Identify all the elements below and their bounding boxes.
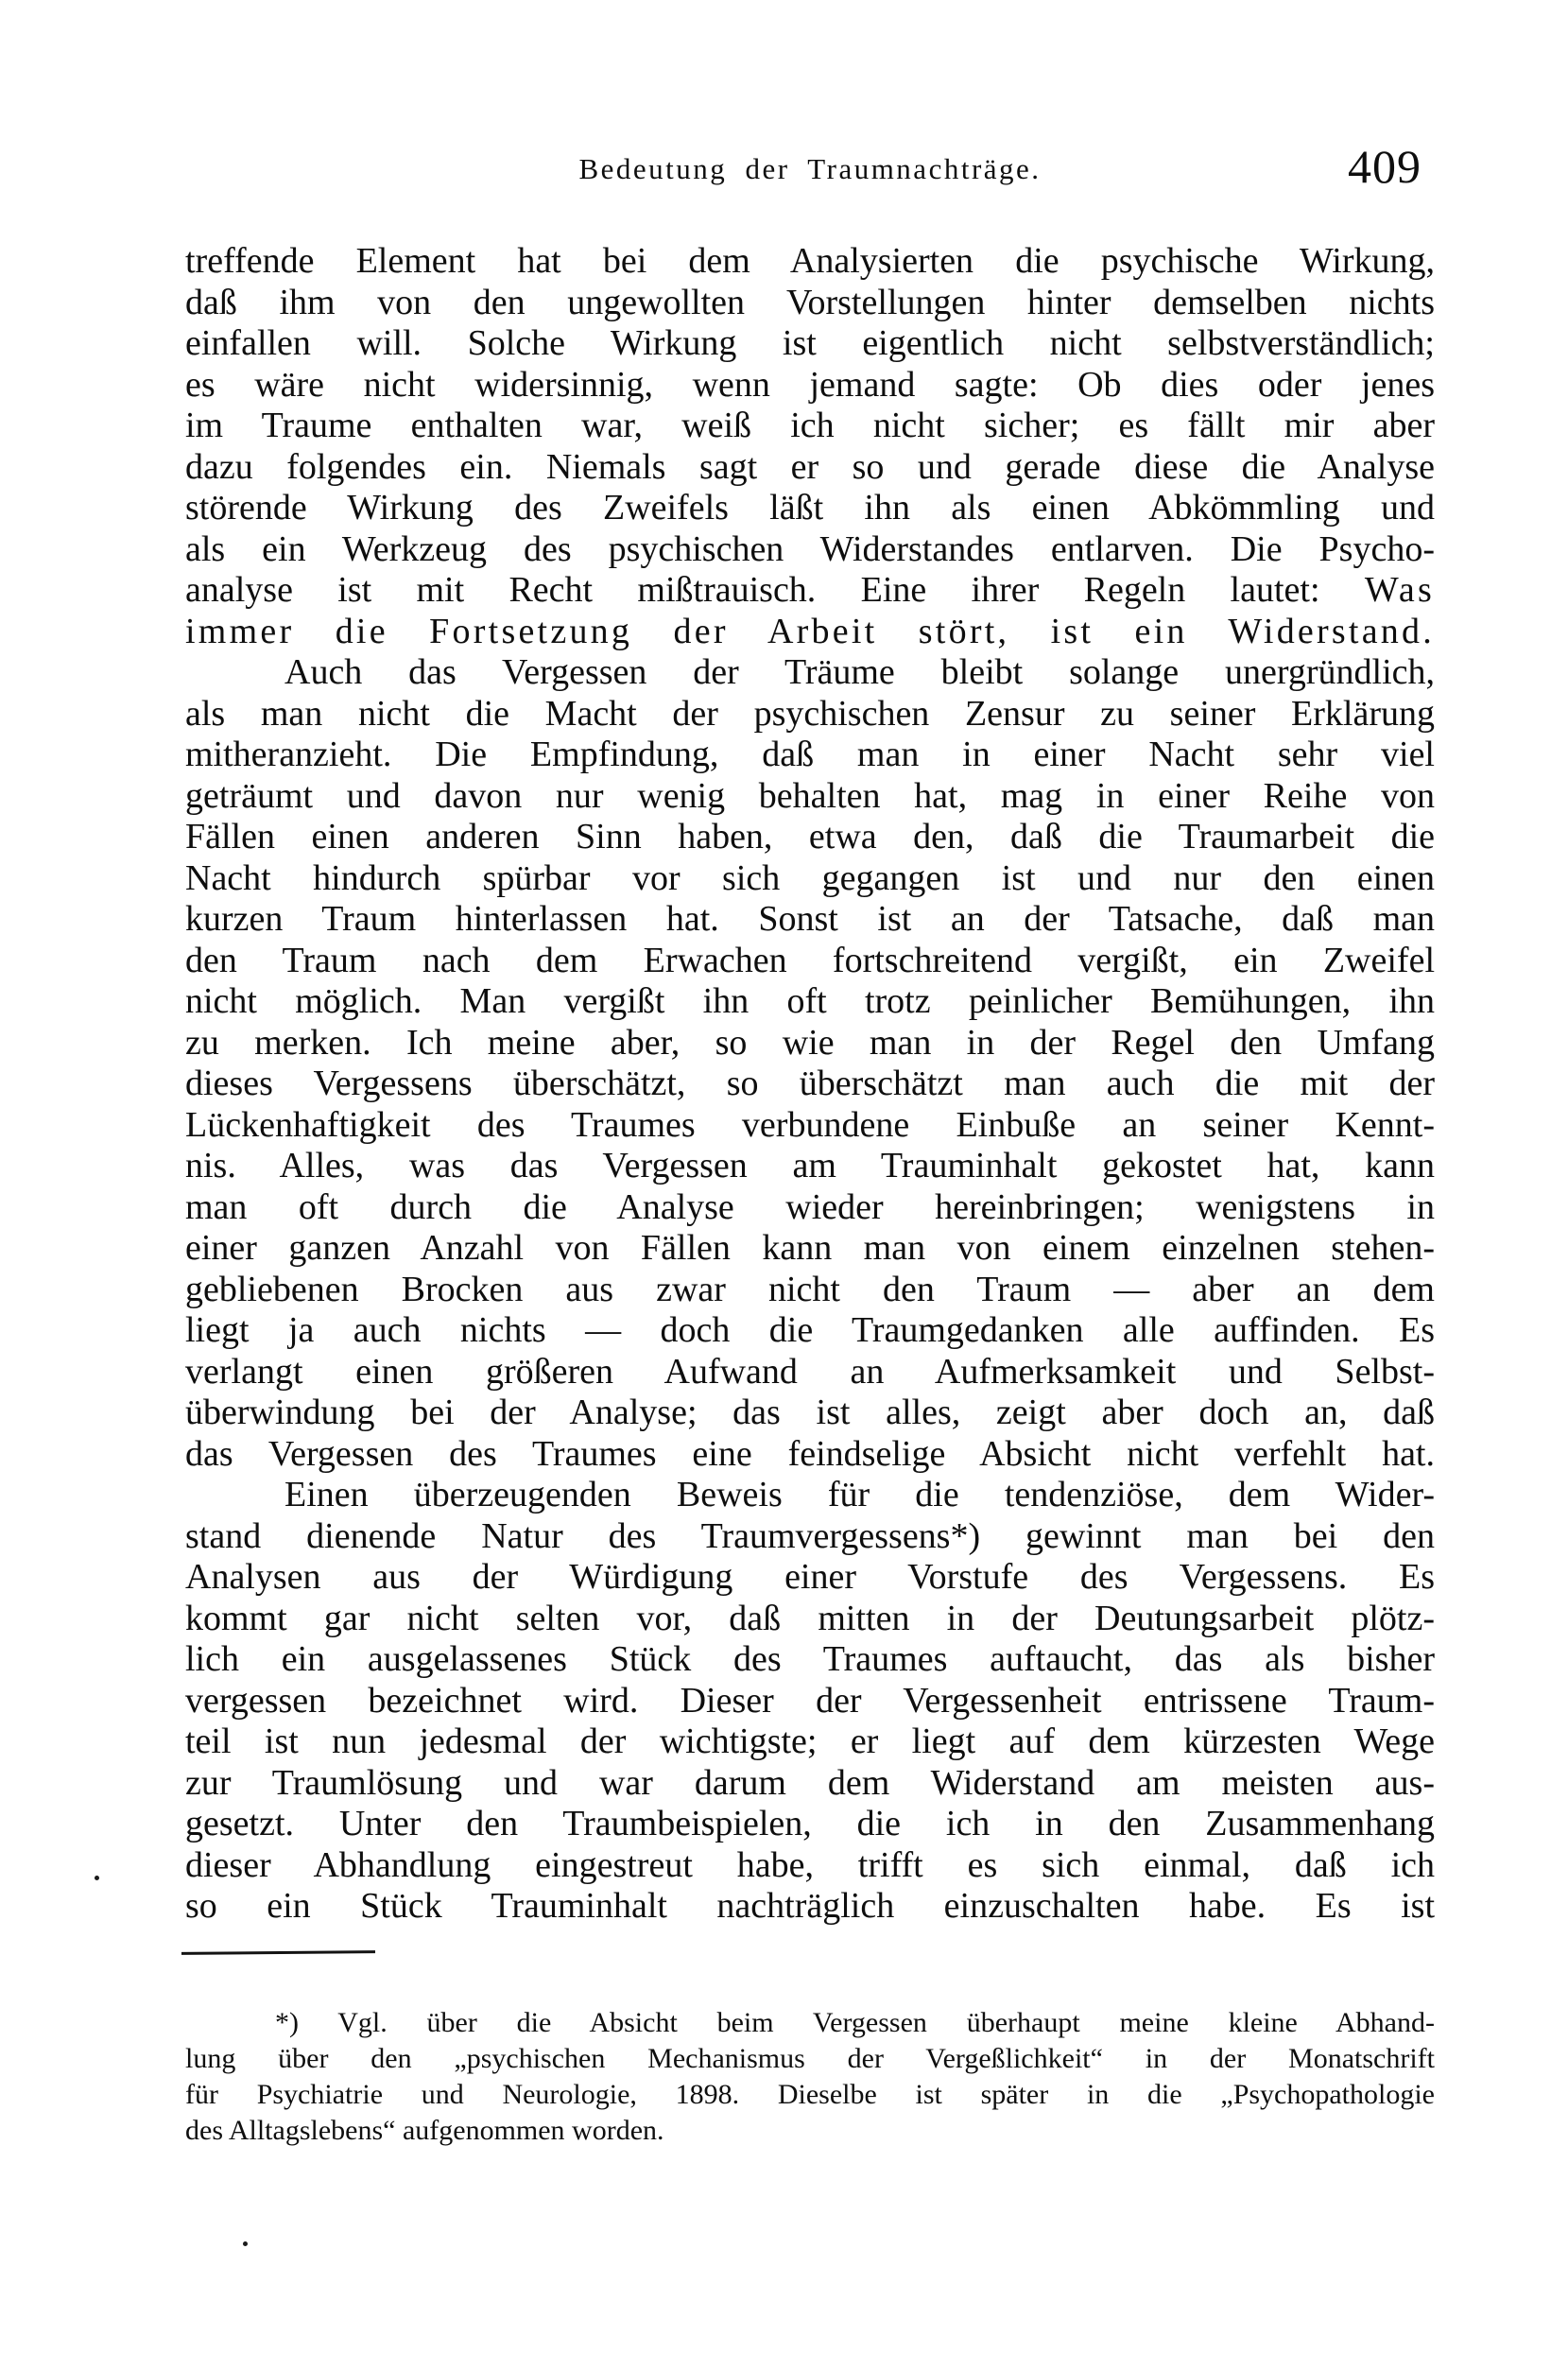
text-segment: des Alltagslebens“ aufgenommen worden. xyxy=(185,2115,664,2146)
footnote xyxy=(185,2005,1435,2149)
text-line xyxy=(185,735,1435,776)
text-segment: als ein Werkzeug des psychischen Widerstandes entlarven. Die Psycho- xyxy=(185,528,1435,569)
text-segment: *) Vgl. über die Absicht beim Vergessen überhaupt meine kleine Abhand- xyxy=(275,2007,1435,2038)
text-segment: kurzen Traum hinterlassen hat. Sonst ist an der Tatsache, daß man xyxy=(185,899,1435,939)
text-line xyxy=(185,612,1435,653)
text-segment: gesetzt. Unter den Traumbeispielen, die ich in den Zusammenhang xyxy=(185,1804,1435,1843)
text-segment: gebliebenen Brocken aus zwar nicht den Traum — aber an dem xyxy=(185,1269,1435,1309)
text-line xyxy=(185,1599,1435,1640)
text-segment: Analysen aus der Würdigung einer Vorstufe des Vergessens. Es xyxy=(185,1557,1435,1597)
text-segment: vergessen bezeichnet wird. Dieser der Vergessenheit entrissene Traum- xyxy=(185,1680,1435,1721)
text-segment: lung über den „psychischen Mechanismus der Vergeßlichkeit“ in der Monatschrift xyxy=(185,2043,1435,2074)
text-segment: das Vergessen des Traumes eine feindselige Absicht nicht verfehlt hat. xyxy=(185,1433,1435,1474)
page-number: 409 xyxy=(1348,140,1422,193)
text-line xyxy=(185,1804,1435,1845)
text-segment: den Traum nach dem Erwachen fortschreitend vergißt, ein Zweifel xyxy=(185,940,1435,980)
text-segment: daß ihm von den ungewollten Vorstellungen hinter demselben nichts xyxy=(185,282,1435,322)
text-segment: verlangt einen größeren Aufwand an Aufmerksamkeit und Selbst- xyxy=(185,1351,1435,1392)
text-segment: mitheranzieht. Die Empfindung, daß man in einer Nacht sehr viel xyxy=(185,735,1435,774)
text-line xyxy=(185,529,1435,571)
footnote-rule xyxy=(181,1950,375,1955)
text-line xyxy=(185,1639,1435,1681)
text-segment: geträumt und davon nur wenig behalten hat, mag in einer Reihe von xyxy=(185,775,1435,816)
text-line xyxy=(185,1187,1435,1229)
footnote-line xyxy=(185,2005,1435,2041)
text-line xyxy=(185,1434,1435,1476)
text-segment: überwindung bei der Analyse; das ist alles, zeigt aber doch an, daß xyxy=(185,1393,1435,1432)
text-segment: als man nicht die Macht der psychischen Zensur zu seiner Erklärung xyxy=(185,693,1435,734)
footnote-line xyxy=(185,2077,1435,2113)
text-segment: Nacht hindurch spürbar vor sich gegangen ist und nur den einen xyxy=(185,857,1435,898)
text-line xyxy=(185,365,1435,407)
text-line xyxy=(185,1393,1435,1434)
text-line xyxy=(185,570,1435,612)
text-line xyxy=(185,1064,1435,1105)
text-segment: störende Wirkung des Zweifels läßt ihn als einen Abkömmling und xyxy=(185,488,1435,528)
footnote-line xyxy=(185,2113,1435,2149)
text-segment: lich ein ausgelassenes Stück des Traumes auftaucht, das als bisher xyxy=(185,1639,1435,1679)
text-segment: analyse ist mit Recht mißtrauisch. Eine ihrer Regeln lautet: xyxy=(185,570,1365,610)
text-line xyxy=(185,1886,1435,1928)
text-segment: für Psychiatrie und Neurologie, 1898. Dieselbe ist später in die „Psychopathologie xyxy=(185,2079,1435,2110)
text-segment: liegt ja auch nichts — doch die Traumgedanken alle auffinden. Es xyxy=(185,1310,1435,1350)
text-line xyxy=(185,241,1435,283)
text-line xyxy=(185,1516,1435,1558)
running-header xyxy=(185,0,1435,217)
text-line xyxy=(185,1310,1435,1352)
text-segment: man oft durch die Analyse wieder hereinbringen; wenigstens in xyxy=(185,1186,1435,1227)
text-segment: dazu folgendes ein. Niemals sagt er so und gerade diese die Analyse xyxy=(185,446,1435,487)
text-segment: treffende Element hat bei dem Analysierten die psychische Wirkung, xyxy=(185,241,1435,281)
text-line xyxy=(185,981,1435,1023)
footnote-line xyxy=(185,2041,1435,2077)
text-line xyxy=(185,858,1435,900)
text-segment: nis. Alles, was das Vergessen am Trauminhalt gekostet hat, kann xyxy=(185,1146,1435,1185)
text-segment: zu merken. Ich meine aber, so wie man in der Regel den Umfang xyxy=(185,1022,1435,1063)
page-title: Bedeutung der Traumnachträge. xyxy=(578,152,1042,185)
text-line xyxy=(185,323,1435,365)
text-segment: so ein Stück Trauminhalt nachträglich einzuschalten habe. Es ist xyxy=(185,1886,1435,1926)
text-segment: einer ganzen Anzahl von Fällen kann man von einem einzelnen stehen- xyxy=(185,1228,1435,1268)
text-line xyxy=(185,1763,1435,1805)
text-segment: einfallen will. Solche Wirkung ist eigentlich nicht selbstverständlich; xyxy=(185,323,1435,363)
text-line xyxy=(185,1023,1435,1064)
text-line xyxy=(185,817,1435,858)
text-line xyxy=(185,1475,1435,1516)
text-line xyxy=(185,776,1435,818)
letterspaced-text: immer die Fortsetzung der Arbeit stört, ist ein Widerstand. xyxy=(185,611,1435,651)
text-line xyxy=(185,1721,1435,1763)
text-line xyxy=(185,1352,1435,1393)
text-line xyxy=(185,1270,1435,1311)
text-line xyxy=(185,694,1435,735)
text-segment: stand dienende Natur des Traumvergessens*) gewinnt man bei den xyxy=(185,1515,1435,1556)
text-segment: es wäre nicht widersinnig, wenn jemand sagte: Ob dies oder jenes xyxy=(185,364,1435,405)
text-line xyxy=(185,1146,1435,1187)
text-line xyxy=(185,1557,1435,1599)
text-line xyxy=(185,406,1435,447)
text-segment: Fällen einen anderen Sinn haben, etwa den, daß die Traumarbeit die xyxy=(185,817,1435,856)
text-line xyxy=(185,283,1435,324)
text-segment: teil ist nun jedesmal der wichtigste; er liegt auf dem kürzesten Wege xyxy=(185,1721,1435,1761)
scan-speck xyxy=(243,2241,248,2246)
text-line xyxy=(185,488,1435,529)
text-line xyxy=(185,447,1435,489)
text-segment: Lückenhaftigkeit des Traumes verbundene Einbuße an seiner Kennt- xyxy=(185,1104,1435,1145)
text-line xyxy=(185,941,1435,982)
text-line xyxy=(185,1845,1435,1887)
body-text xyxy=(185,241,1435,1928)
text-segment: Einen überzeugenden Beweis für die tendenziöse, dem Wider- xyxy=(284,1475,1435,1514)
text-segment: dieser Abhandlung eingestreut habe, trifft es sich einmal, daß ich xyxy=(185,1844,1435,1885)
text-line xyxy=(185,1228,1435,1270)
text-segment: zur Traumlösung und war darum dem Widerstand am meisten aus- xyxy=(185,1762,1435,1803)
text-line xyxy=(185,1105,1435,1147)
scan-speck xyxy=(95,1876,99,1880)
text-line xyxy=(185,1681,1435,1722)
text-line xyxy=(185,899,1435,941)
text-segment: dieses Vergessens überschätzt, so überschätzt man auch die mit der xyxy=(185,1064,1435,1103)
text-line xyxy=(185,652,1435,694)
text-segment: Auch das Vergessen der Träume bleibt solange unergründlich, xyxy=(284,652,1435,692)
text-segment: nicht möglich. Man vergißt ihn oft trotz peinlicher Bemühungen, ihn xyxy=(185,981,1435,1021)
text-segment: kommt gar nicht selten vor, daß mitten in der Deutungsarbeit plötz- xyxy=(185,1598,1435,1638)
letterspaced-text: Was xyxy=(1364,570,1435,610)
text-segment: im Traume enthalten war, weiß ich nicht sicher; es fällt mir aber xyxy=(185,406,1435,445)
